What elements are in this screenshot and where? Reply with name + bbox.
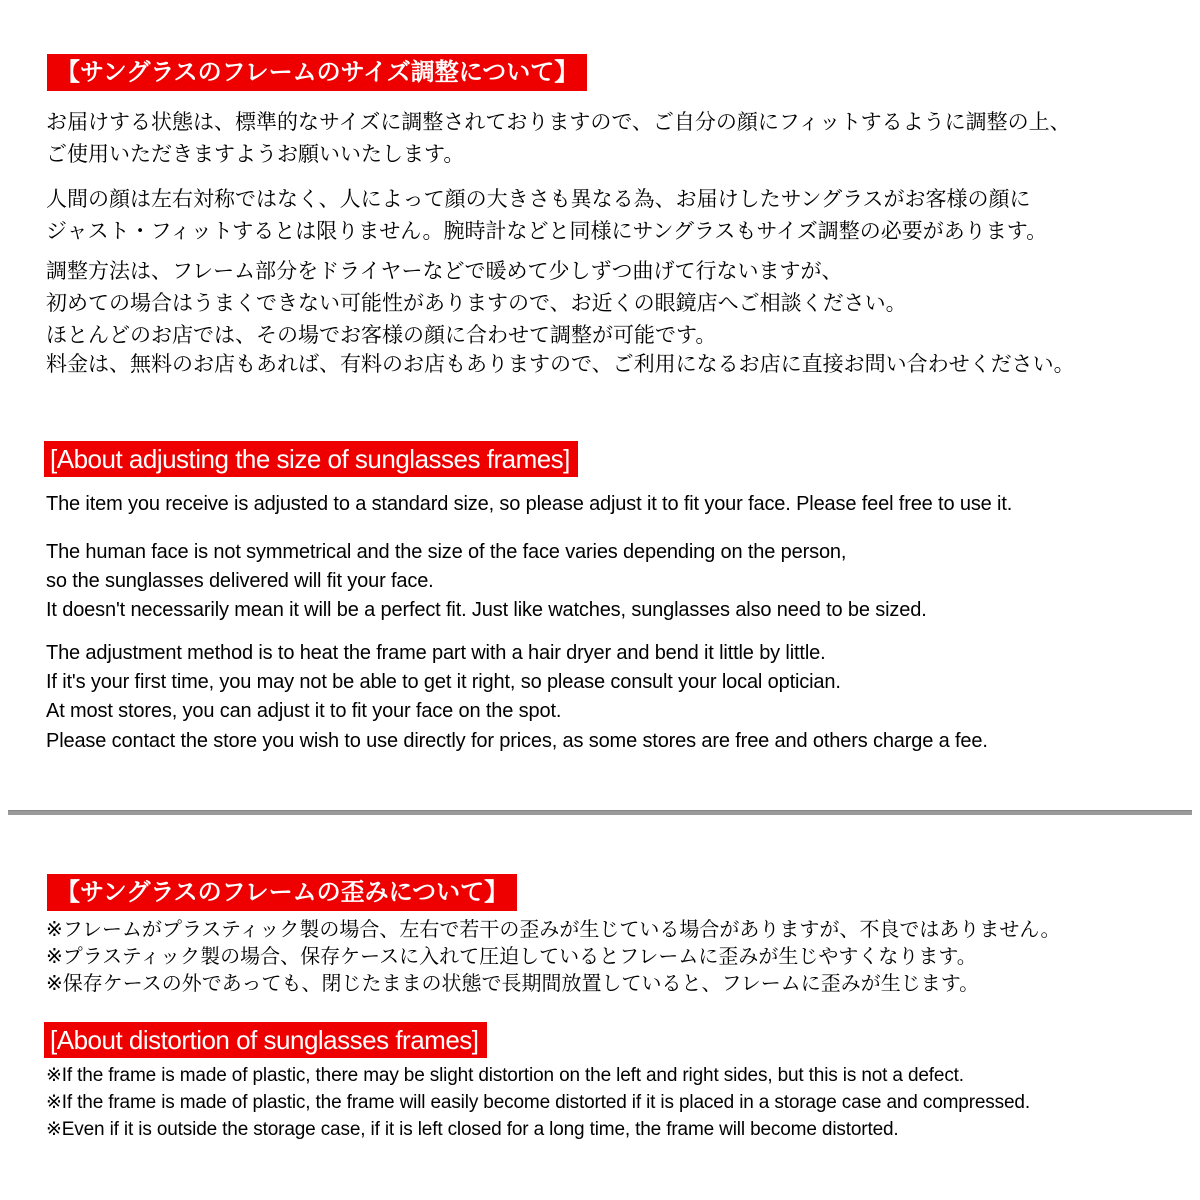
note-line: ※保存ケースの外であっても、閉じたままの状態で長期間放置していると、フレームに歪みが生じます。 xyxy=(46,973,980,995)
note-line: ※If the frame is made of plastic, there may be slight distortion on the left and right sides, but this is not a defect. xyxy=(46,1065,964,1086)
note-line: ※If the frame is made of plastic, the frame will easily become distorted if it is placed in a storage case and compressed. xyxy=(46,1092,1030,1113)
size-adjustment-heading-ja: 【サングラスのフレームのサイズ調整について】 xyxy=(47,54,587,91)
size-adjustment-paragraph-en-1 xyxy=(46,490,1012,519)
size-adjustment-paragraph-en-4 xyxy=(46,727,988,756)
text-line: The adjustment method is to heat the frame part with a hair dryer and bend it little by little. xyxy=(46,642,826,664)
size-adjustment-heading-en: [About adjusting the size of sunglasses frames] xyxy=(44,441,578,477)
text-line: ジャスト・フィットするとは限りません。腕時計などと同様にサングラスもサイズ調整の必要があります。 xyxy=(46,220,1048,243)
section-divider xyxy=(8,810,1192,815)
frame-distortion-notes-ja xyxy=(46,917,1061,998)
text-line: お届けする状態は、標準的なサイズに調整されておりますので、ご自分の顔にフィットするように調整の上、 xyxy=(46,111,1071,134)
frame-distortion-heading-ja: 【サングラスのフレームの歪みについて】 xyxy=(47,874,517,911)
size-adjustment-paragraph-en-2 xyxy=(46,538,927,625)
size-adjustment-paragraph-ja-1 xyxy=(46,107,1071,171)
text-line: The human face is not symmetrical and the size of the face varies depending on the person, xyxy=(46,541,847,563)
size-adjustment-paragraph-ja-4 xyxy=(46,349,1075,381)
text-line: 人間の顔は左右対称ではなく、人によって顔の大きさも異なる為、お届けしたサングラスがお客様の顔に xyxy=(46,188,1031,211)
text-line: 料金は、無料のお店もあれば、有料のお店もありますので、ご利用になるお店に直接お問い合わせください。 xyxy=(46,353,1075,376)
size-adjustment-paragraph-ja-3 xyxy=(46,256,907,352)
frame-distortion-heading-en: [About distortion of sunglasses frames] xyxy=(44,1022,487,1058)
frame-distortion-notes-en xyxy=(46,1062,1030,1143)
text-line: ほとんどのお店では、その場でお客様の顔に合わせて調整が可能です。 xyxy=(46,324,717,347)
text-line: It doesn't necessarily mean it will be a perfect fit. Just like watches, sunglasses also need to be sized. xyxy=(46,599,927,621)
size-adjustment-paragraph-en-3 xyxy=(46,639,841,726)
text-line: 初めての場合はうまくできない可能性がありますので、お近くの眼鏡店へご相談ください。 xyxy=(46,292,907,315)
note-line: ※プラスティック製の場合、保存ケースに入れて圧迫しているとフレームに歪みが生じやすくなります。 xyxy=(46,946,977,968)
note-line: ※Even if it is outside the storage case, if it is left closed for a long time, the frame will become distorted. xyxy=(46,1119,899,1140)
text-line: The item you receive is adjusted to a standard size, so please adjust it to fit your face. Please feel free to use it. xyxy=(46,493,1013,515)
size-adjustment-paragraph-ja-2 xyxy=(46,184,1047,248)
note-line: ※フレームがプラスティック製の場合、左右で若干の歪みが生じている場合がありますが、不良ではありません。 xyxy=(46,919,1061,941)
text-line: ご使用いただきますようお願いいたします。 xyxy=(46,143,465,166)
text-line: If it's your first time, you may not be able to get it right, so please consult your local optician. xyxy=(46,671,841,693)
text-line: so the sunglasses delivered will fit your face. xyxy=(46,570,434,592)
text-line: At most stores, you can adjust it to fit your face on the spot. xyxy=(46,700,562,722)
text-line: 調整方法は、フレーム部分をドライヤーなどで暖めて少しずつ曲げて行ないますが、 xyxy=(46,260,843,283)
text-line: Please contact the store you wish to use directly for prices, as some stores are free and others charge a fee. xyxy=(46,730,988,752)
